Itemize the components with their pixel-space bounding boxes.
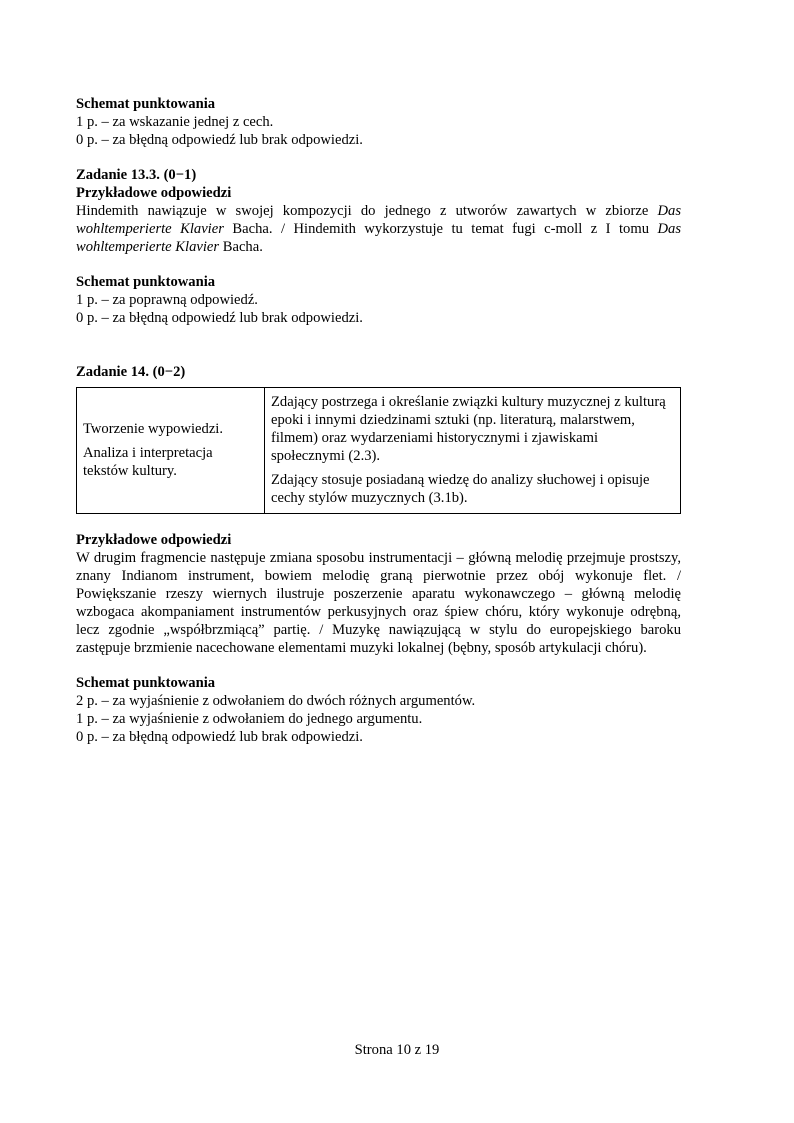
page-content [76, 95, 681, 746]
scoring-line: 2 p. – za wyjaśnienie z odwołaniem do dwóch różnych argumentów. [76, 693, 476, 709]
scoring-heading: Schemat punktowania [76, 675, 216, 691]
answer-text: Hindemith nawiązuje w swojej kompozycji do jednego z utworów zawartych w zbiorze [76, 203, 658, 219]
detailed-requirement: Zdający stosuje posiadaną wiedzę do analizy słuchowej i opisuje cechy stylów muzycznych (3.1b). [271, 472, 650, 506]
scoring-line: 1 p. – za poprawną odpowiedź. [76, 292, 258, 308]
detailed-requirement: Zdający postrzega i określanie związki kultury muzycznej z kulturą epoki i innymi dziedzinami sztuki (np. literaturą, malarstwem, filmem) oraz wydarzeniami historycznymi i zjawiskami społecznymi (2.3). [271, 394, 666, 464]
answer-text: Bacha. [219, 239, 263, 255]
answer-work-title: Das wohltemperierte Klavier [76, 221, 681, 255]
scoring-line: 0 p. – za błędną odpowiedź lub brak odpowiedzi. [76, 132, 363, 148]
answer-work-title: Das wohltemperierte Klavier [76, 203, 681, 237]
task-title: Zadanie 14. (0−2) [76, 364, 186, 380]
detailed-requirements-cell [265, 388, 681, 514]
table-row [77, 388, 681, 514]
example-answer [76, 202, 681, 256]
page-number: Strona 10 z 19 [354, 1042, 440, 1058]
scoring-heading: Schemat punktowania [76, 274, 216, 290]
task-title: Zadanie 13.3. (0−1) [76, 167, 197, 183]
general-requirements-cell [77, 388, 265, 514]
scoring-line: 1 p. – za wyjaśnienie z odwołaniem do jednego argumentu. [76, 711, 423, 727]
scoring-line: 0 p. – za błędną odpowiedź lub brak odpowiedzi. [76, 310, 363, 326]
requirements-table [76, 387, 681, 514]
scoring-heading: Schemat punktowania [76, 96, 216, 112]
general-requirement: Analiza i interpretacja tekstów kultury. [83, 445, 213, 479]
example-answers-heading: Przykładowe odpowiedzi [76, 185, 232, 201]
scoring-line: 0 p. – za błędną odpowiedź lub brak odpowiedzi. [76, 729, 363, 745]
example-answers-heading: Przykładowe odpowiedzi [76, 532, 232, 548]
general-requirement: Tworzenie wypowiedzi. [83, 421, 224, 437]
scoring-line: 1 p. – za wskazanie jednej z cech. [76, 114, 274, 130]
answer-text: Bacha. / Hindemith wykorzystuje tu temat fugi c-moll z I tomu [223, 221, 658, 237]
example-answer: W drugim fragmencie następuje zmiana sposobu instrumentacji – główną melodię przejmuje prostszy, znany Indianom instrument, bowiem melodię graną pierwotnie przez obój wykonuje flet. / Powiększanie rzeszy wiernych ilustruje poszerzenie aparatu wykonawczego – główną melodię wzbogaca akompaniament instrumentów perkusyjnych oraz śpiew chóru, który wykonuje odrębną, lecz zgodnie „współbrzmiącą” partię. / Muzykę nawiązującą w stylu do europejskiego baroku zastępuje brzmienie nacechowane elementami muzyki lokalnej (bębny, sposób artykulacji chóru). [76, 550, 681, 656]
